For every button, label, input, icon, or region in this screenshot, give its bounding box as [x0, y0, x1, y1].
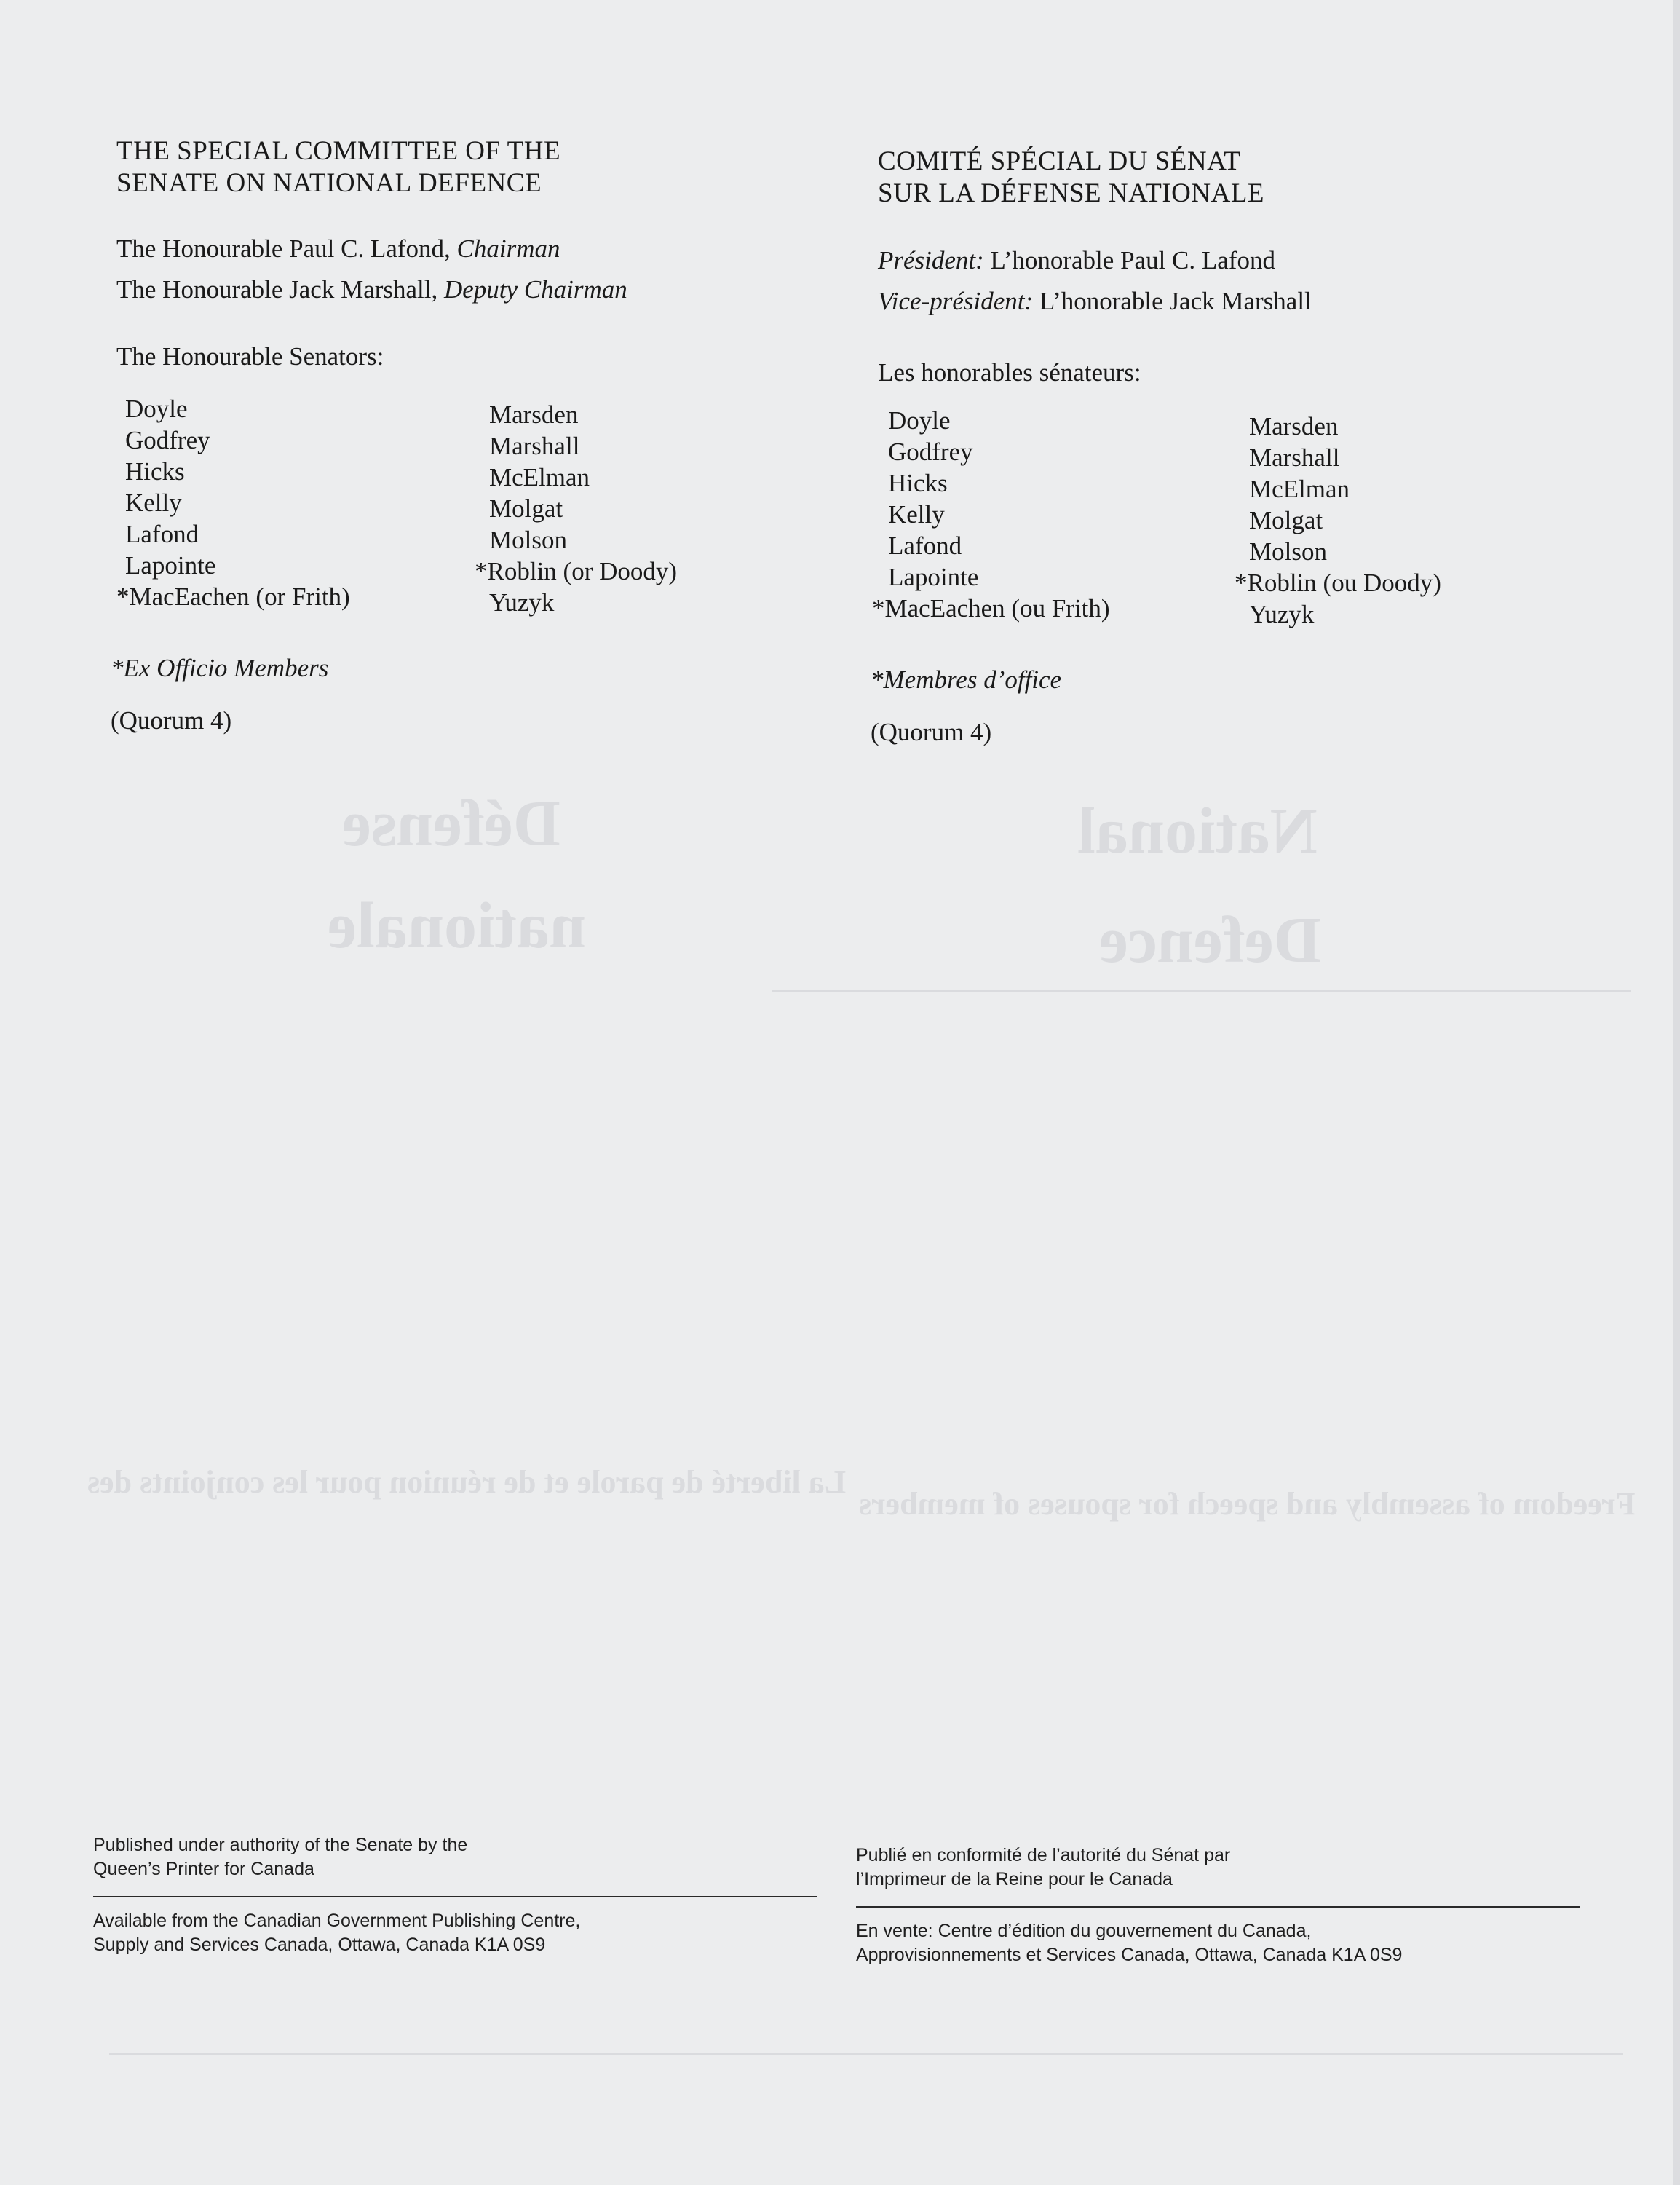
senators-label-fr: Les honorables sénateurs: [878, 358, 1141, 387]
chairman-line-en: The Honourable Paul C. Lafond, Chairman [116, 234, 560, 263]
bleed-through-rule [772, 990, 1631, 992]
bleed-through-rule [109, 2053, 1623, 2055]
member-name: Lapointe [125, 551, 216, 580]
member-name: Yuzyk [489, 588, 555, 617]
member-name: *MacEachen (ou Frith) [872, 594, 1110, 623]
bleed-through-text: Defence [1099, 904, 1321, 976]
member-name: Marsden [489, 400, 579, 429]
member-name: McElman [489, 463, 590, 491]
member-name: Lafond [888, 532, 962, 560]
member-name: McElman [1249, 475, 1350, 503]
member-name: Hicks [125, 457, 185, 486]
chairman-line-fr: Président: L’honorable Paul C. Lafond [878, 246, 1275, 274]
senators-label-en: The Honourable Senators: [116, 342, 384, 371]
member-name: Marshall [1249, 443, 1340, 472]
committee-title-fr: COMITÉ SPÉCIAL DU SÉNAT SUR LA DÉFENSE NATIONALE [878, 146, 1265, 208]
member-name: Molson [489, 526, 567, 554]
bleed-through-text: Défense [342, 788, 560, 860]
member-name: Marsden [1249, 412, 1339, 440]
committee-title-en: THE SPECIAL COMMITTEE OF THE SENATE ON NATIONAL DEFENCE [116, 136, 561, 198]
member-list-en-col1 [116, 393, 350, 612]
member-name: Godfrey [888, 438, 973, 466]
publication-notice-fr: Publié en conformité de l’autorité du Sénat par l’Imprimeur de la Reine pour le Canada [856, 1845, 1231, 1889]
deputy-chairman-line-fr: Vice-président: L’honorable Jack Marshall [878, 287, 1312, 315]
member-name: Molson [1249, 537, 1327, 566]
availability-notice-fr: En vente: Centre d’édition du gouvernement du Canada, Approvisionnements et Services Canada, Ottawa, Canada K1A 0S9 [856, 1921, 1403, 1965]
member-name: Yuzyk [1249, 600, 1315, 628]
member-name: *MacEachen (or Frith) [116, 582, 350, 611]
page-edge [1673, 0, 1680, 2185]
bleed-through-text: National [1077, 795, 1318, 867]
member-name: *Roblin (or Doody) [475, 557, 678, 585]
bleed-through-text: nationale [328, 890, 587, 962]
member-name: Lafond [125, 520, 199, 548]
footer-divider-en [93, 1896, 817, 1897]
publication-notice-en: Published under authority of the Senate by the Queen’s Printer for Canada [93, 1835, 468, 1879]
bleed-through-text: La liberté de parole et de réunion pour les conjoints des [87, 1464, 847, 1500]
member-name: Kelly [125, 489, 182, 517]
member-name: Kelly [888, 500, 945, 529]
deputy-chairman-line-en: The Honourable Jack Marshall, Deputy Chairman [116, 275, 627, 304]
member-name: Doyle [125, 395, 188, 423]
quorum-fr: (Quorum 4) [871, 718, 992, 746]
member-name: Molgat [489, 494, 563, 523]
member-list-fr-col1 [872, 405, 1110, 624]
member-name: *Roblin (ou Doody) [1235, 569, 1441, 597]
member-list-en-col2 [475, 399, 678, 618]
member-name: Lapointe [888, 563, 979, 591]
bleed-through-text: Freedom of assembly and speech for spouses of members [859, 1486, 1636, 1522]
member-name: Godfrey [125, 426, 210, 454]
quorum-en: (Quorum 4) [111, 706, 232, 735]
member-name: Molgat [1249, 506, 1323, 534]
member-name: Hicks [888, 469, 948, 497]
ex-officio-note-en: *Ex Officio Members [111, 654, 329, 682]
availability-notice-en: Available from the Canadian Government Publishing Centre, Supply and Services Canada, Ottawa, Canada K1A 0S9 [93, 1911, 581, 1955]
member-name: Marshall [489, 432, 580, 460]
footer-divider-fr [856, 1906, 1580, 1908]
member-list-fr-col2 [1235, 411, 1441, 630]
ex-officio-note-fr: *Membres d’office [871, 665, 1062, 694]
member-name: Doyle [888, 406, 951, 435]
